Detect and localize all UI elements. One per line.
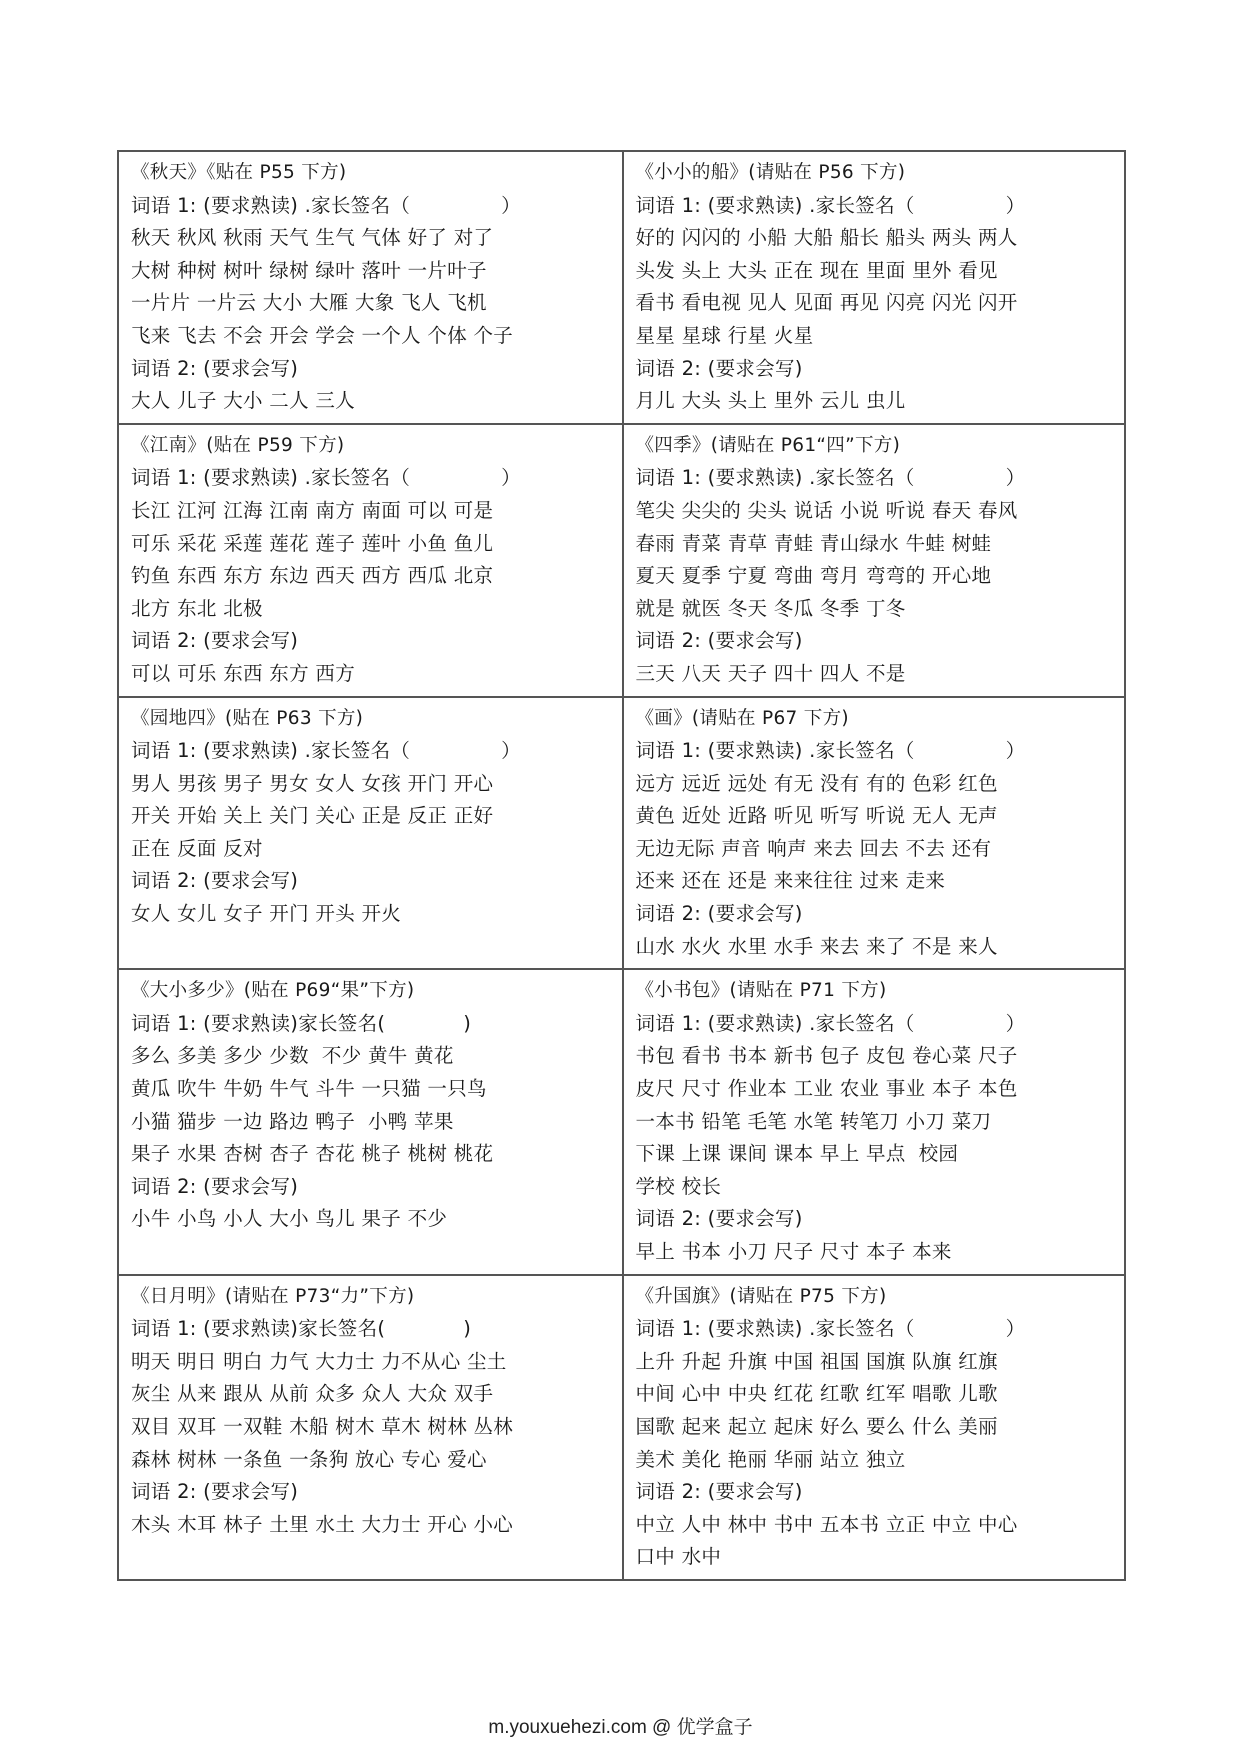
- word-line: 春雨 青菜 青草 青蛙 青山绿水 牛蛙 树蛙: [635, 531, 992, 555]
- word-line: 上升 升起 升旗 中国 祖国 国旗 队旗 红旗: [635, 1349, 998, 1373]
- table-row: [119, 970, 1124, 1275]
- lesson-title: 《画》(请贴在 P67 下方): [635, 707, 849, 729]
- word-line: 木头 木耳 林子 土里 水土 大力士 开心 小心: [131, 1512, 514, 1536]
- word-line: 国歌 起来 起立 起床 好么 要么 什么 美丽: [635, 1414, 998, 1438]
- word-line: 大树 种树 树叶 绿树 绿叶 落叶 一片叶子: [131, 258, 487, 282]
- lesson-cell: [119, 970, 622, 1273]
- word-line: 灰尘 从来 跟从 从前 众多 众人 大众 双手: [131, 1382, 494, 1406]
- lesson-cell: [622, 970, 1125, 1273]
- lesson-title: 《日月明》(请贴在 P73“力”下方): [131, 1285, 415, 1307]
- words2-label: 词语 2: (要求会写): [635, 1480, 803, 1504]
- lesson-cell: [622, 1276, 1125, 1579]
- word-line: 看书 看电视 见人 见面 再见 闪亮 闪光 闪开: [635, 291, 1018, 315]
- words2-label: 词语 2: (要求会写): [131, 356, 299, 380]
- word-line: 钓鱼 东西 东方 东边 西天 西方 西瓜 北京: [131, 564, 494, 588]
- word-line: 就是 就医 冬天 冬瓜 冬季 丁冬: [635, 596, 906, 620]
- word-line: 山水 水火 水里 水手 来去 来了 不是 来人: [635, 934, 998, 958]
- words1-label: 词语 1: (要求熟读) .家长签名（ ）: [635, 1317, 1026, 1341]
- word-line: 正在 反面 反对: [131, 836, 263, 860]
- words2-label: 词语 2: (要求会写): [131, 1174, 299, 1198]
- word-line: 秋天 秋风 秋雨 天气 生气 气体 好了 对了: [131, 226, 494, 250]
- lesson-cell: [119, 1276, 622, 1579]
- words1-label: 词语 1: (要求熟读)家长签名( ): [131, 1317, 472, 1341]
- word-line: 森林 树林 一条鱼 一条狗 放心 专心 爱心: [131, 1447, 487, 1471]
- lesson-title: 《小小的船》(请贴在 P56 下方): [635, 162, 906, 183]
- lesson-cell: [622, 152, 1125, 423]
- words1-label: 词语 1: (要求熟读) .家长签名（ ）: [635, 739, 1026, 763]
- lesson-title: 《四季》(请贴在 P61“四”下方): [635, 434, 901, 456]
- lesson-cell: [119, 425, 622, 696]
- lesson-title: 《小书包》(请贴在 P71 下方): [635, 980, 887, 1002]
- word-line: 下课 上课 课间 课本 早上 早点 校园: [635, 1142, 959, 1166]
- word-line: 三天 八天 天子 四十 四人 不是: [635, 661, 906, 685]
- lesson-cell: [622, 425, 1125, 696]
- table-row: [119, 698, 1124, 971]
- word-line: 大人 儿子 大小 二人 三人: [131, 389, 355, 413]
- word-line: 中间 心中 中央 红花 红歌 红军 唱歌 儿歌: [635, 1382, 998, 1406]
- word-line: 黄瓜 吹牛 牛奶 牛气 斗牛 一只猫 一只鸟: [131, 1077, 487, 1101]
- table-row: [119, 1276, 1124, 1579]
- lesson-title: 《秋天》《贴在 P55 下方): [131, 162, 347, 183]
- word-line: 月儿 大头 头上 里外 云儿 虫儿: [635, 389, 906, 413]
- word-line: 果子 水果 杏树 杏子 杏花 桃子 桃树 桃花: [131, 1142, 494, 1166]
- word-line: 小牛 小鸟 小人 大小 鸟儿 果子 不少: [131, 1207, 448, 1231]
- word-line: 开关 开始 关上 关门 关心 正是 反正 正好: [131, 804, 494, 828]
- words1-label: 词语 1: (要求熟读)家长签名( ): [131, 1011, 472, 1035]
- word-line: 可以 可乐 东西 东方 西方: [131, 661, 355, 685]
- words2-label: 词语 2: (要求会写): [635, 629, 803, 653]
- word-line: 飞来 飞去 不会 开会 学会 一个人 个体 个子: [131, 323, 514, 347]
- vocabulary-table: [117, 150, 1126, 1581]
- words1-label: 词语 1: (要求熟读) .家长签名（ ）: [131, 739, 521, 763]
- words2-label: 词语 2: (要求会写): [635, 902, 803, 926]
- word-line: 女人 女儿 女子 开门 开头 开火: [131, 902, 402, 926]
- word-line: 皮尺 尺寸 作业本 工业 农业 事业 本子 本色: [635, 1077, 1018, 1101]
- word-line: 明天 明日 明白 力气 大力士 力不从心 尘土: [131, 1349, 507, 1373]
- words1-label: 词语 1: (要求熟读) .家长签名（ ）: [635, 1011, 1026, 1035]
- words1-label: 词语 1: (要求熟读) .家长签名（ ）: [635, 193, 1026, 217]
- word-line: 可乐 采花 采莲 莲花 莲子 莲叶 小鱼 鱼儿: [131, 531, 494, 555]
- word-line: 口中 水中: [635, 1545, 722, 1569]
- word-line: 书包 看书 书本 新书 包子 皮包 卷心菜 尺子: [635, 1044, 1018, 1068]
- word-line: 双目 双耳 一双鞋 木船 树木 草木 树林 丛林: [131, 1414, 514, 1438]
- words1-label: 词语 1: (要求熟读) .家长签名（ ）: [131, 193, 521, 217]
- words1-label: 词语 1: (要求熟读) .家长签名（ ）: [131, 466, 521, 490]
- word-line: 还来 还在 还是 来来往往 过来 走来: [635, 869, 946, 893]
- word-line: 北方 东北 北极: [131, 596, 263, 620]
- words2-label: 词语 2: (要求会写): [131, 869, 299, 893]
- word-line: 无边无际 声音 响声 来去 回去 不去 还有: [635, 836, 992, 860]
- word-line: 头发 头上 大头 正在 现在 里面 里外 看见: [635, 258, 998, 282]
- word-line: 学校 校长: [635, 1174, 722, 1198]
- words1-label: 词语 1: (要求熟读) .家长签名（ ）: [635, 466, 1026, 490]
- word-line: 一片片 一片云 大小 大雁 大象 飞人 飞机: [131, 291, 487, 315]
- word-line: 星星 星球 行星 火星: [635, 323, 814, 347]
- words2-label: 词语 2: (要求会写): [131, 1480, 299, 1504]
- words2-label: 词语 2: (要求会写): [635, 356, 803, 380]
- lesson-cell: [622, 698, 1125, 969]
- lesson-cell: [119, 152, 622, 423]
- word-line: 好的 闪闪的 小船 大船 船长 船头 两头 两人: [635, 226, 1018, 250]
- table-row: [119, 152, 1124, 425]
- word-line: 早上 书本 小刀 尺子 尺寸 本子 本来: [635, 1240, 952, 1263]
- lesson-cell: [119, 698, 622, 969]
- word-line: 中立 人中 林中 书中 五本书 立正 中立 中心: [635, 1512, 1018, 1536]
- lesson-title: 《升国旗》(请贴在 P75 下方): [635, 1285, 887, 1307]
- footer-watermark: m.youxuehezi.com @ 优学盒子: [488, 1717, 753, 1738]
- words2-label: 词语 2: (要求会写): [131, 629, 299, 653]
- word-line: 美术 美化 艳丽 华丽 站立 独立: [635, 1447, 906, 1471]
- words2-label: 词语 2: (要求会写): [635, 1207, 803, 1231]
- word-line: 笔尖 尖尖的 尖头 说话 小说 听说 春天 春风: [635, 498, 1018, 522]
- lesson-title: 《园地四》(贴在 P63 下方): [131, 707, 364, 729]
- word-line: 多么 多美 多少 少数 不少 黄牛 黄花: [131, 1044, 454, 1068]
- word-line: 一本书 铅笔 毛笔 水笔 转笔刀 小刀 菜刀: [635, 1109, 992, 1133]
- word-line: 黄色 近处 近路 听见 听写 听说 无人 无声: [635, 804, 998, 828]
- word-line: 长江 江河 江海 江南 南方 南面 可以 可是: [131, 498, 494, 522]
- lesson-title: 《大小多少》(贴在 P69“果”下方): [131, 980, 415, 1002]
- lesson-title: 《江南》(贴在 P59 下方): [131, 434, 345, 456]
- word-line: 男人 男孩 男子 男女 女人 女孩 开门 开心: [131, 771, 494, 795]
- word-line: 夏天 夏季 宁夏 弯曲 弯月 弯弯的 开心地: [635, 564, 992, 588]
- word-line: 小猫 猫步 一边 路边 鸭子 小鸭 苹果: [131, 1109, 454, 1133]
- table-row: [119, 425, 1124, 698]
- word-line: 远方 远近 远处 有无 没有 有的 色彩 红色: [635, 771, 998, 795]
